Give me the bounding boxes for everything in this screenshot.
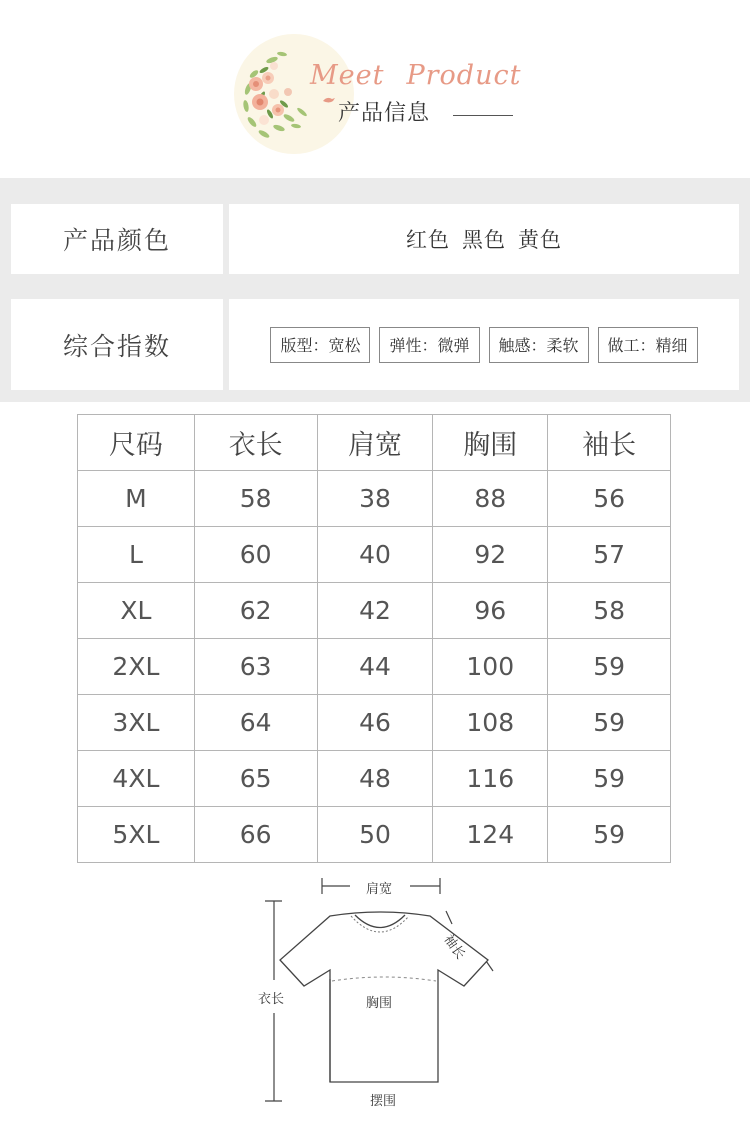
cell-shoulder: 46 [317,695,433,751]
bird-icon [322,95,336,105]
measurement-diagram [250,868,510,1118]
cell-sleeve: 56 [548,471,671,527]
color-label: 产品颜色 [62,226,171,255]
cell-shoulder: 42 [317,583,433,639]
table-row [78,751,671,807]
brand-meet: Meet [310,60,385,91]
index-label: 综合指数 [62,331,171,361]
cell-sleeve: 59 [548,807,671,863]
cell-chest: 88 [433,471,548,527]
table-row [78,695,671,751]
header-shoulder: 肩宽 [317,415,433,471]
cell-shoulder: 40 [317,527,433,583]
cell-size: 2XL [78,639,195,695]
index-label-cell [11,299,223,390]
cell-shoulder: 38 [317,471,433,527]
cell-length: 58 [194,471,317,527]
cell-sleeve: 59 [548,639,671,695]
floral-wreath-icon [234,34,354,154]
index-tags [270,327,697,363]
cell-sleeve: 57 [548,527,671,583]
cell-chest: 100 [433,639,548,695]
table-row [78,639,671,695]
cell-size: 5XL [78,807,195,863]
cell-length: 60 [194,527,317,583]
color-value-red: 红色 [406,228,450,252]
cell-sleeve: 59 [548,751,671,807]
label-sleeve: 袖长 [440,932,468,963]
table-header-row [78,415,671,471]
product-header [0,0,750,178]
table-row [78,583,671,639]
cell-size: L [78,527,195,583]
table-row [78,527,671,583]
brand-english [310,60,521,91]
cell-size: 4XL [78,751,195,807]
cell-size: 3XL [78,695,195,751]
cell-length: 66 [194,807,317,863]
header-chest: 胸围 [433,415,548,471]
table-row [78,471,671,527]
tag-workmanship: 做工：精细 [598,327,698,363]
cell-size: M [78,471,195,527]
color-value-cell [229,204,739,274]
cell-chest: 96 [433,583,548,639]
label-shoulder: 肩宽 [366,882,393,897]
color-values [400,224,568,254]
cell-shoulder: 50 [317,807,433,863]
size-table [77,414,671,863]
color-value-yellow: 黄色 [518,228,562,252]
tag-elasticity: 弹性：微弹 [379,327,479,363]
cell-chest: 108 [433,695,548,751]
cell-size: XL [78,583,195,639]
header-sleeve: 袖长 [548,415,671,471]
brand-product: Product [406,60,522,91]
cell-chest: 116 [433,751,548,807]
header-length: 衣长 [194,415,317,471]
cell-length: 65 [194,751,317,807]
header-size: 尺码 [78,415,195,471]
label-chest: 胸围 [366,996,393,1011]
index-value-cell [229,299,739,390]
label-hem: 摆围 [370,1094,397,1109]
cell-length: 64 [194,695,317,751]
title-divider [453,115,513,116]
cell-chest: 92 [433,527,548,583]
cell-shoulder: 44 [317,639,433,695]
cell-length: 62 [194,583,317,639]
label-length: 衣长 [258,992,285,1007]
cell-length: 63 [194,639,317,695]
cell-chest: 124 [433,807,548,863]
tag-fit: 版型：宽松 [270,327,370,363]
cell-shoulder: 48 [317,751,433,807]
tag-touch: 触感：柔软 [489,327,589,363]
page-title: 产品信息 [338,101,431,126]
cell-sleeve: 58 [548,583,671,639]
color-label-cell [11,204,223,274]
cell-sleeve: 59 [548,695,671,751]
table-row [78,807,671,863]
color-value-black: 黑色 [462,228,506,252]
